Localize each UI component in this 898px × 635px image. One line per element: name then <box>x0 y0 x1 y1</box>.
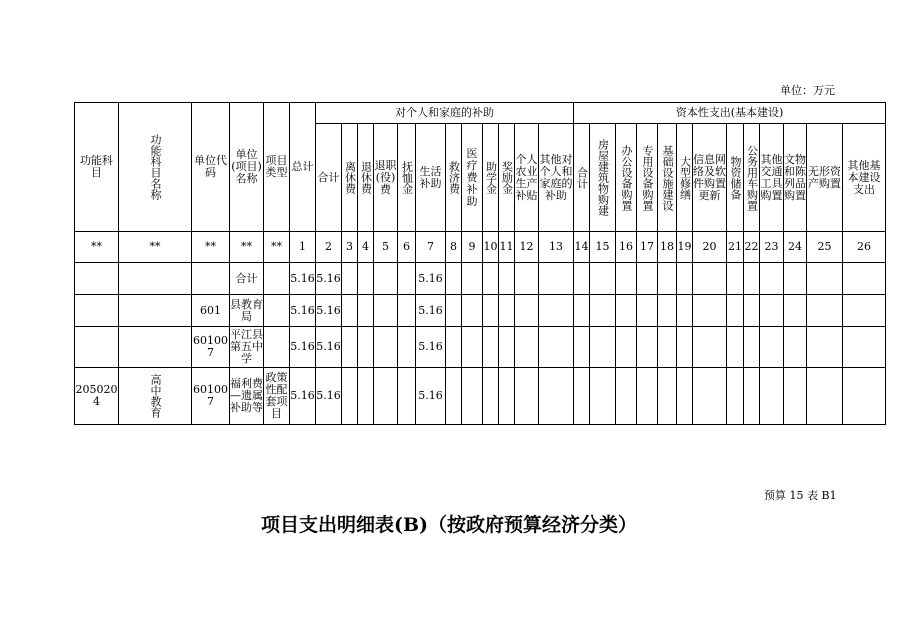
index-cell: 10 <box>483 232 499 263</box>
index-cell: ** <box>230 232 264 263</box>
table-row <box>75 263 886 295</box>
index-cell: 8 <box>446 232 462 263</box>
header-func-code: 功能科目 <box>75 103 119 232</box>
header-capital-col: 文物和陈列品购置 <box>784 124 807 232</box>
index-cell: 24 <box>784 232 807 263</box>
header-capital-col: 公务用车购置 <box>744 124 760 232</box>
cell-total: 5.16 <box>290 368 316 425</box>
table-row <box>75 327 886 368</box>
index-cell: 14 <box>574 232 590 263</box>
cell-unit-name: 合计 <box>230 263 264 295</box>
header-capital-col: 无形资产购置 <box>807 124 843 232</box>
header-proj-type: 项目类型 <box>264 103 290 232</box>
cell-total: 5.16 <box>290 263 316 295</box>
index-cell: 16 <box>616 232 637 263</box>
cell-total: 5.16 <box>290 327 316 368</box>
cell-func-name <box>119 263 192 295</box>
cell-personal-total: 5.16 <box>316 327 342 368</box>
index-cell: 21 <box>727 232 744 263</box>
index-cell: ** <box>192 232 230 263</box>
index-cell: ** <box>75 232 119 263</box>
index-row <box>75 232 886 263</box>
cell-func-code <box>75 263 119 295</box>
unit-label: 单位：万元 <box>780 84 835 97</box>
cell-proj-type <box>264 327 290 368</box>
cell-proj-type: 政策性配套项目 <box>264 368 290 425</box>
cell-proj-type <box>264 295 290 327</box>
index-cell: 23 <box>760 232 784 263</box>
header-personal-col: 退职(役)费 <box>374 124 398 232</box>
index-cell: 2 <box>316 232 342 263</box>
header-capital-col: 物资储备 <box>727 124 744 232</box>
header-personal-col: 抚恤金 <box>398 124 416 232</box>
header-personal-col: 救济费 <box>446 124 462 232</box>
cell-personal-total: 5.16 <box>316 295 342 327</box>
header-unit-code: 单位代码 <box>192 103 230 232</box>
header-personal-col: 奖励金 <box>499 124 515 232</box>
header-group-personal: 对个人和家庭的补助 <box>316 103 574 124</box>
index-cell: 19 <box>677 232 693 263</box>
index-cell: 15 <box>590 232 616 263</box>
header-personal-col: 个人农业生产补贴 <box>515 124 539 232</box>
header-group-capital: 资本性支出(基本建设) <box>574 103 886 124</box>
header-personal-col: 其他对个人和家庭的补助 <box>539 124 574 232</box>
cell-personal-total: 5.16 <box>316 368 342 425</box>
form-code: 预算 15 表 B1 <box>764 489 837 502</box>
index-cell: 13 <box>539 232 574 263</box>
index-cell: 1 <box>290 232 316 263</box>
header-row-groups <box>75 103 886 124</box>
cell-unit-code: 601007 <box>192 327 230 368</box>
header-capital-col: 基础设施建设 <box>658 124 677 232</box>
cell-living-subsidy: 5.16 <box>416 263 446 295</box>
cell-personal-total: 5.16 <box>316 263 342 295</box>
project-expenditure-table <box>74 102 886 425</box>
index-cell: 4 <box>358 232 374 263</box>
header-capital-col: 其他交通工具购置 <box>760 124 784 232</box>
header-capital-col: 合计 <box>574 124 590 232</box>
index-cell: 12 <box>515 232 539 263</box>
index-cell: 6 <box>398 232 416 263</box>
header-capital-col: 大型修缮 <box>677 124 693 232</box>
header-capital-col: 房屋建筑物购建 <box>590 124 616 232</box>
index-cell: 3 <box>342 232 358 263</box>
index-cell: 18 <box>658 232 677 263</box>
cell-func-name <box>119 295 192 327</box>
index-cell: 25 <box>807 232 843 263</box>
header-func-name: 功能科目名称 <box>119 103 192 232</box>
header-unit-name: 单位(项目)名称 <box>230 103 264 232</box>
index-cell: ** <box>119 232 192 263</box>
cell-proj-type <box>264 263 290 295</box>
page-title: 项目支出明细表(B)（按政府预算经济分类） <box>260 514 638 536</box>
cell-living-subsidy: 5.16 <box>416 295 446 327</box>
index-cell: 7 <box>416 232 446 263</box>
header-personal-col: 助学金 <box>483 124 499 232</box>
header-personal-col: 合计 <box>316 124 342 232</box>
cell-unit-name: 福利费—遗属补助等 <box>230 368 264 425</box>
header-capital-col: 办公设备购置 <box>616 124 637 232</box>
header-personal-col: 退休费 <box>358 124 374 232</box>
index-cell: 11 <box>499 232 515 263</box>
index-cell: 17 <box>637 232 658 263</box>
index-cell: 20 <box>693 232 727 263</box>
header-capital-col: 专用设备购置 <box>637 124 658 232</box>
cell-living-subsidy: 5.16 <box>416 368 446 425</box>
table-row <box>75 368 886 425</box>
cell-unit-code: 601 <box>192 295 230 327</box>
cell-unit-name: 县教育局 <box>230 295 264 327</box>
cell-func-code: 2050204 <box>75 368 119 425</box>
cell-func-code <box>75 327 119 368</box>
index-cell: 5 <box>374 232 398 263</box>
index-cell: ** <box>264 232 290 263</box>
cell-total: 5.16 <box>290 295 316 327</box>
index-cell: 9 <box>462 232 483 263</box>
cell-unit-code: 601007 <box>192 368 230 425</box>
header-personal-col: 离休费 <box>342 124 358 232</box>
header-capital-col: 其他基本建设支出 <box>843 124 886 232</box>
header-capital-col: 信息网络及软件购置更新 <box>693 124 727 232</box>
cell-living-subsidy: 5.16 <box>416 327 446 368</box>
index-cell: 22 <box>744 232 760 263</box>
cell-unit-name: 平江县第五中学 <box>230 327 264 368</box>
cell-unit-code <box>192 263 230 295</box>
index-cell: 26 <box>843 232 886 263</box>
header-personal-col: 医疗费补助 <box>462 124 483 232</box>
table-row <box>75 295 886 327</box>
cell-func-code <box>75 295 119 327</box>
header-total: 总计 <box>290 103 316 232</box>
cell-func-name: 高中教育 <box>119 368 192 425</box>
cell-func-name <box>119 327 192 368</box>
header-personal-col: 生活补助 <box>416 124 446 232</box>
